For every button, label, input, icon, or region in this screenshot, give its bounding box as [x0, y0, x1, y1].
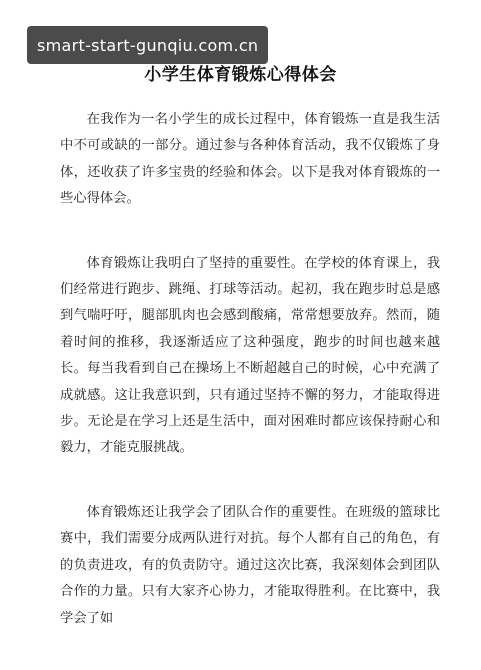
- watermark-banner: [27, 26, 268, 64]
- paragraph-persistence: 体育锻炼让我明白了坚持的重要性。在学校的体育课上，我们经常进行跑步、跳绳、打球等活动。起初，我在跑步时总是感到气喘吁吁，腿部肌肉也会感到酸痛，常常想要放弃。然而，随着时间的推移，我逐渐适应了这种强度，跑步的时间也越来越长。每当我看到自己在操场上不断超越自己的时候，心中充满了成就感。这让我意识到，只有通过坚持不懈的努力，才能取得进步。无论是在学习上还是生活中，面对困难时都应该保持耐心和毅力，才能克服挑战。: [60, 255, 440, 456]
- paragraph-intro: 在我作为一名小学生的成长过程中，体育锻炼一直是我生活中不可或缺的一部分。通过参与各种体育活动，我不仅锻炼了身体，还收获了许多宝贵的经验和体会。以下是我对体育锻炼的一些心得体会。: [60, 112, 440, 207]
- document-title: 小学生体育锻炼心得体会: [144, 65, 337, 85]
- watermark-text: smart-start-gunqiu.com.cn: [37, 35, 259, 55]
- document-body: [60, 107, 440, 670]
- paragraph-teamwork: 体育锻炼还让我学会了团队合作的重要性。在班级的篮球比赛中，我们需要分成两队进行对抗。每个人都有自己的角色，有的负责进攻，有的负责防守。通过这次比赛，我深刻体会到团队合作的力量。只有大家齐心协力，才能取得胜利。在比赛中，我学会了如: [60, 504, 440, 626]
